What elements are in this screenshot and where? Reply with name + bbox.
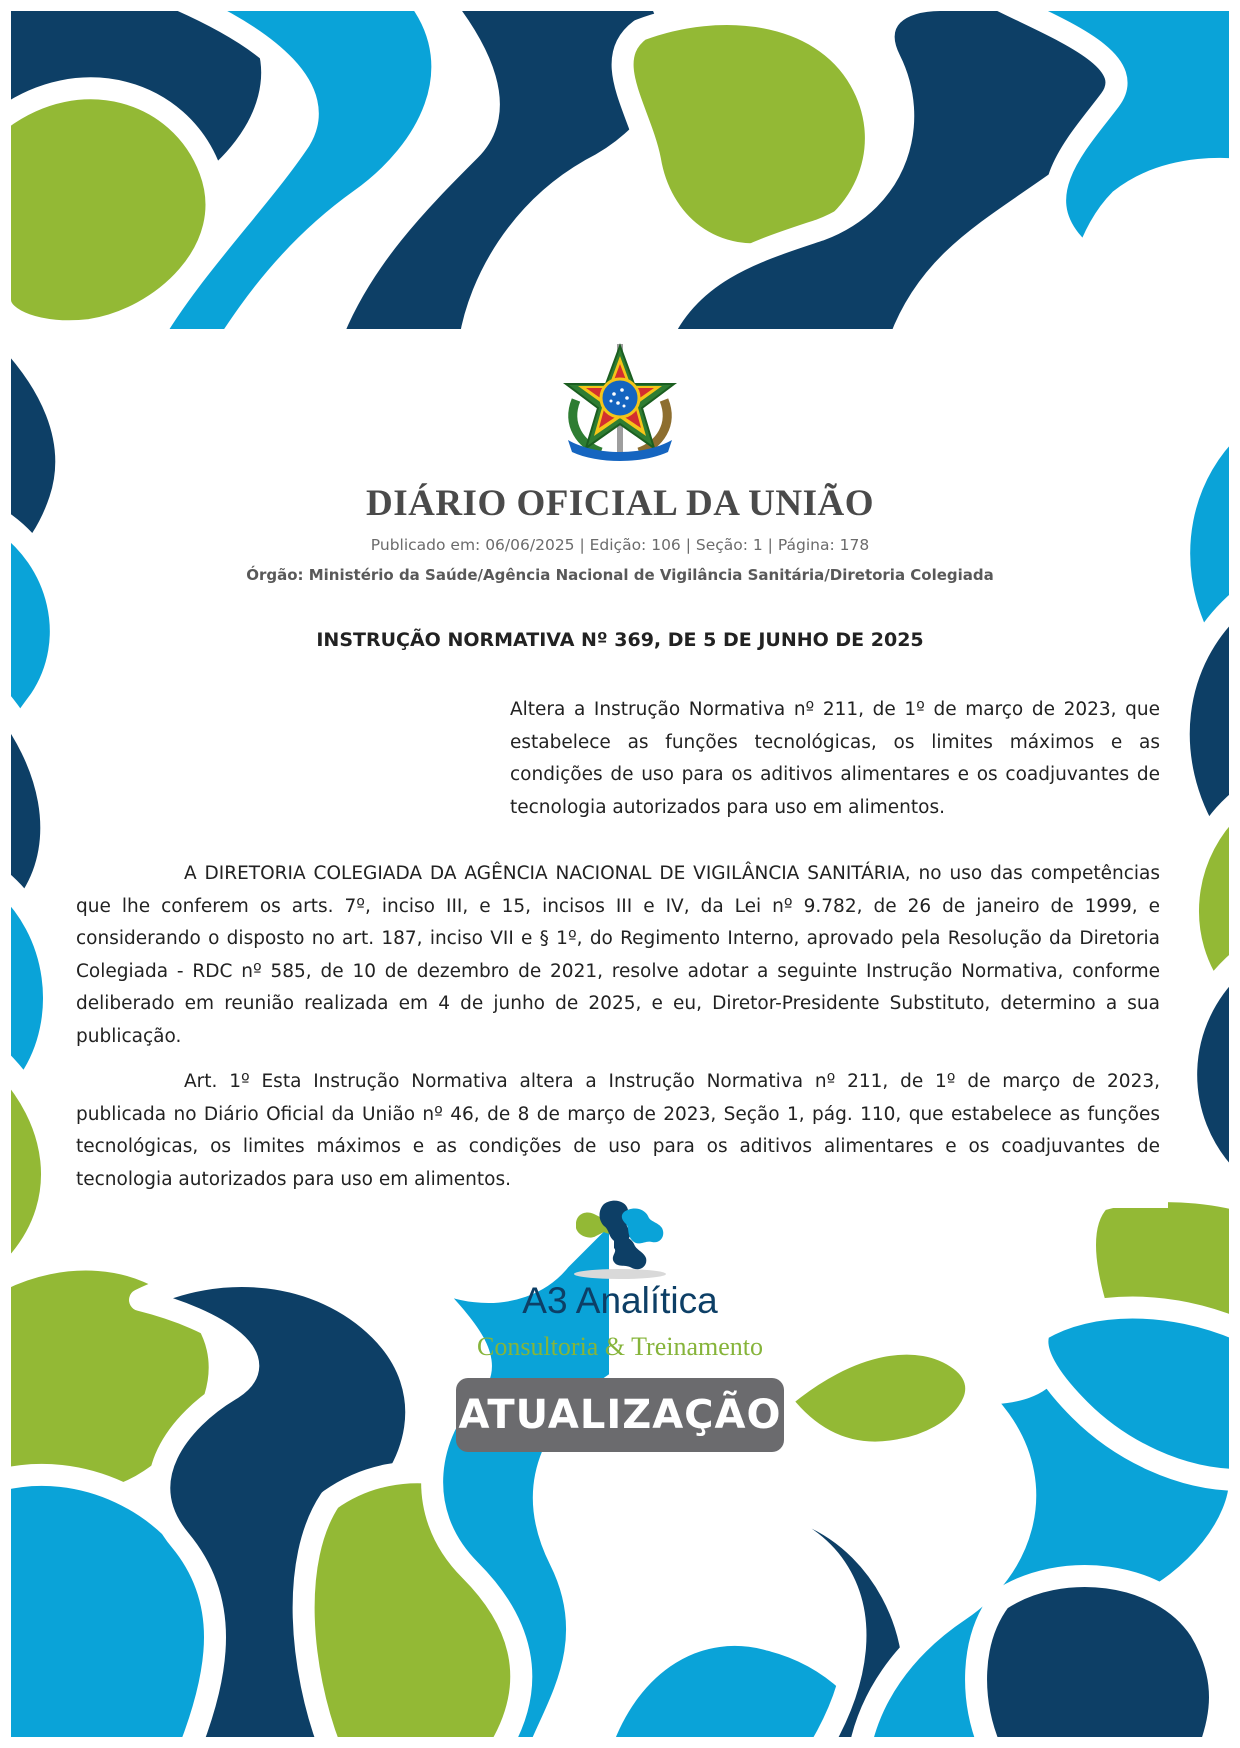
gazette-title: DIÁRIO OFICIAL DA UNIÃO xyxy=(366,483,874,524)
normative-instruction-title: INSTRUÇÃO NORMATIVA Nº 369, DE 5 DE JUNHO DE 2025 xyxy=(316,629,924,651)
brazil-coat-of-arms-icon xyxy=(556,340,684,464)
article-1-paragraph: Art. 1º Esta Instrução Normativa altera a Instrução Normativa nº 211, de 1º de março de 2023, publicada no Diário Oficial da União nº 46, de 8 de março de 2023, Seção 1, pág. 110, que estabelece as funções tecnológicas, os limites máximos e as condições de uso para os aditivos alimentares e os coadjuvantes de tecnologia autorizados para uso em alimentos. xyxy=(76,1071,1160,1190)
publication-metadata: Publicado em: 06/06/2025 | Edição: 106 | Seção: 1 | Página: 178 xyxy=(370,536,870,554)
update-badge: ATUALIZAÇÃO xyxy=(456,1378,784,1452)
ementa-summary: Altera a Instrução Normativa nº 211, de 1º de março de 2023, que estabelece as funções tecnológicas, os limites máximos e as condições de uso para os aditivos alimentares e os coadjuvantes de tecnologia autorizados para uso em alimentos. xyxy=(510,699,1160,818)
official-gazette-excerpt xyxy=(72,336,1168,1208)
issuing-organ: Órgão: Ministério da Saúde/Agência Nacional de Vigilância Sanitária/Diretoria Colegiada xyxy=(246,566,994,584)
brand-name: A3 Analítica xyxy=(522,1280,718,1321)
brand-tagline: Consultoria & Treinamento xyxy=(477,1332,763,1361)
preamble-paragraph: A DIRETORIA COLEGIADA DA AGÊNCIA NACIONAL DE VIGILÂNCIA SANITÁRIA, no uso das competências que lhe conferem os arts. 7º, inciso III, e 15, incisos III e IV, da Lei nº 9.782, de 26 de janeiro de 1999, e considerando o disposto no art. 187, inciso VII e § 1º, do Regimento Interno, aprovado pela Resolução da Diretoria Colegiada - RDC nº 585, de 10 de dezembro de 2021, resolve adotar a seguinte Instrução Normativa, conforme deliberado em reunião realizada em 4 de junho de 2025, e eu, Diretor-Presidente Substituto, determino a sua publicação. xyxy=(76,863,1160,1047)
a3-puzzle-logo-icon xyxy=(568,1198,672,1280)
